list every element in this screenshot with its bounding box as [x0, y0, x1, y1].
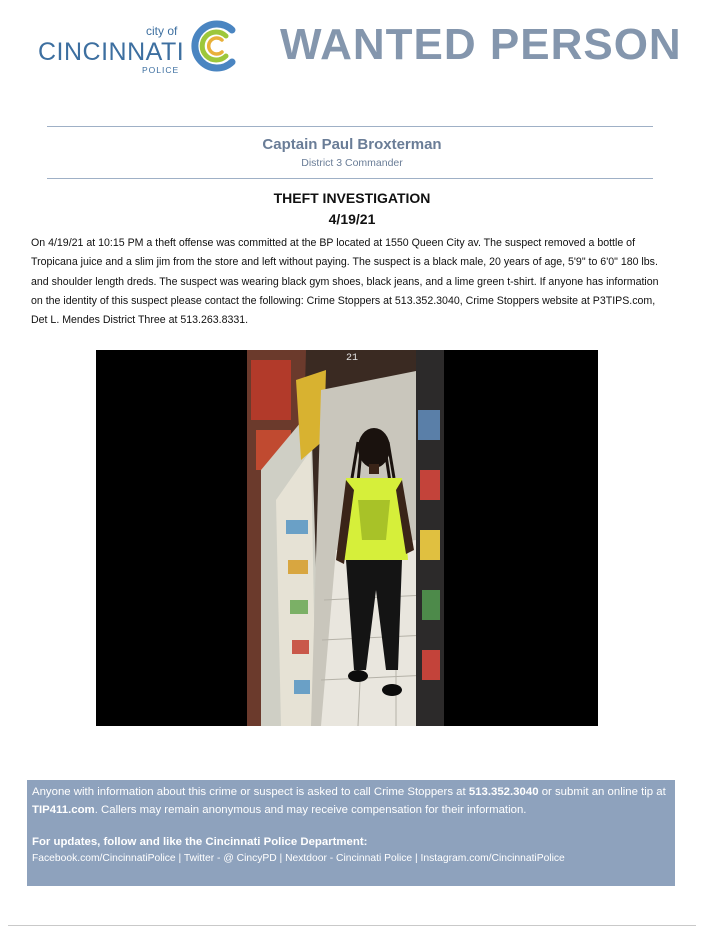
info-text-a: Anyone with information about this crime or suspect is asked to call Crime Stoppers at [32, 786, 469, 798]
header [0, 0, 704, 100]
tip-website: TIP411.com [32, 804, 95, 816]
investigation-date: 4/19/21 [328, 211, 376, 227]
cincinnati-c-logo-icon [186, 18, 242, 74]
info-text-b: or submit an online tip at [538, 786, 666, 798]
crime-stoppers-phone: 513.352.3040 [468, 786, 539, 798]
commander-name: Captain Paul Broxterman [262, 136, 442, 153]
info-paragraph [32, 783, 670, 819]
logo-name-text: CINCINNATI [38, 38, 185, 66]
follow-heading: For updates, follow and like the Cincinnati Police Department: [32, 836, 368, 848]
investigation-description: On 4/19/21 at 10:15 PM a theft offense was committed at the BP located at 1550 Queen City av. The suspect removed a bottle of Tropicana juice and a slim jim from the store and left without paying. The suspect is a black male, 20 years of age, 5'9" to 6'0" 180 lbs. and shoulder length dreds. The suspect was wearing black gym shoes, black jeans, and a lime green t-shirt. If anyone has information on the identity of this suspect please contact the following: Crime Stoppers at 513.352.3040, Crime Stoppers website at P3TIPS.com, Det L. Mendes District Three at 513.263.8331. [31, 237, 659, 327]
social-links: Facebook.com/CincinnatiPolice | Twitter - @ CincyPD | Nextdoor - Cincinnati Police | Instagram.com/CincinnatiPolice [32, 853, 565, 864]
info-text-c: . Callers may remain anonymous and may receive compensation for their information. [94, 804, 527, 816]
cincinnati-police-logo [38, 18, 248, 78]
investigation-title: THEFT INVESTIGATION [273, 190, 431, 206]
logo-police-text: POLICE [142, 65, 180, 75]
logo-city-text: city of [146, 24, 178, 38]
commander-title: District 3 Commander [301, 157, 403, 169]
divider-bottom [47, 178, 653, 179]
svg-text:21: 21 [346, 353, 359, 364]
divider-top [47, 126, 653, 127]
surveillance-photo [96, 350, 598, 726]
page-title: WANTED PERSON [280, 20, 682, 69]
page-bottom-divider [8, 925, 696, 926]
crime-stoppers-info-box [27, 780, 675, 886]
